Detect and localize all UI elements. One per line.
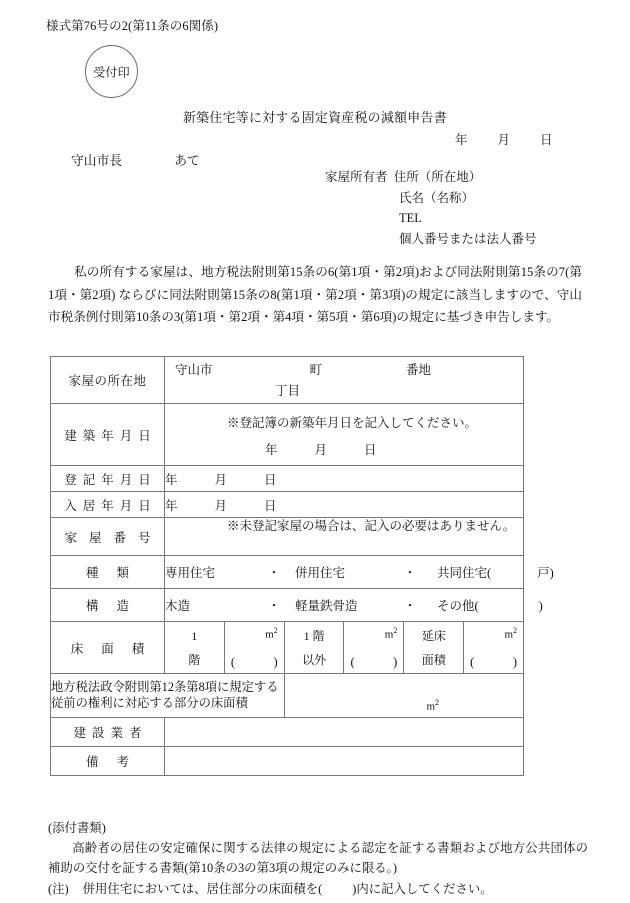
reception-seal-label: 受付印 xyxy=(93,65,130,79)
built-date-fields xyxy=(265,440,377,458)
owner-number-label: 個人番号または法人番号 xyxy=(399,231,537,246)
footer-notes xyxy=(48,818,588,899)
attachments-title: (添付書類) xyxy=(48,821,106,835)
location-lot: 番地 xyxy=(406,363,432,377)
remarks-label-cell xyxy=(51,747,165,776)
structure-option-other[interactable]: その他( xyxy=(437,599,479,613)
builder-label-cell xyxy=(51,718,165,747)
owner-name-label: 氏名（名称） xyxy=(399,190,475,205)
moved-in-date-label-cell xyxy=(51,492,165,518)
table-row-registered-date xyxy=(51,466,524,492)
total-area-value-cell[interactable] xyxy=(464,622,524,674)
total-area-label-line2: 面積 xyxy=(421,652,446,667)
location-line-2 xyxy=(175,381,523,402)
structure-value-cell[interactable] xyxy=(165,589,543,622)
location-chome: 丁目 xyxy=(275,384,301,398)
kind-option-apartment[interactable]: 共同住宅( xyxy=(437,566,492,580)
first-floor-label-cell xyxy=(165,622,225,674)
date-day-label: 日 xyxy=(540,133,553,147)
kind-separator-1: ・ xyxy=(267,566,281,580)
addressee-line xyxy=(71,150,200,169)
registered-date-month: 月 xyxy=(214,472,228,487)
table-row-kind xyxy=(51,556,524,589)
first-floor-paren-close: ) xyxy=(273,655,278,669)
owner-address-line xyxy=(325,167,537,188)
first-floor-value-cell[interactable] xyxy=(224,622,284,674)
owner-info-block xyxy=(325,167,537,249)
usage-note-tag: (注) xyxy=(48,881,69,896)
kind-label: 種類 xyxy=(85,566,147,580)
other-floor-label-cell xyxy=(284,622,344,674)
registered-date-label: 登記年月日 xyxy=(64,472,157,487)
kind-option-combined[interactable]: 併用住宅 xyxy=(295,566,346,580)
addressee-office: 守山市長 xyxy=(71,154,123,168)
moved-in-date-month: 月 xyxy=(214,498,228,513)
table-row-moved-in-date xyxy=(51,492,524,518)
total-area-unit: $m^2$ xyxy=(504,626,517,641)
kind-separator-2: ・ xyxy=(403,566,417,580)
form-number: 様式第76号の2(第11条の6関係) xyxy=(46,19,219,33)
location-label: 家屋の所在地 xyxy=(68,374,147,388)
location-line-1 xyxy=(175,360,523,381)
first-floor-paren xyxy=(231,655,278,670)
usage-note-line xyxy=(48,879,588,899)
house-number-label-cell xyxy=(51,518,165,556)
usage-note-text-b: )内に記入してください。 xyxy=(352,881,493,896)
table-row-builder xyxy=(51,718,524,747)
total-area-paren xyxy=(470,655,517,670)
built-date-year: 年 xyxy=(265,442,278,457)
registered-date-value-cell[interactable] xyxy=(165,466,524,492)
structure-label: 構造 xyxy=(85,599,147,613)
table-row-structure xyxy=(51,589,524,622)
total-area-label-line1: 延床 xyxy=(421,628,446,643)
total-area-paren-open: ( xyxy=(470,655,475,669)
location-value-cell[interactable] xyxy=(165,357,524,404)
moved-in-date-year: 年 xyxy=(165,498,178,513)
builder-value-cell[interactable] xyxy=(165,718,524,747)
location-town: 町 xyxy=(309,363,323,377)
table-row-floor-area xyxy=(51,622,524,674)
table-row-built-date xyxy=(51,404,524,466)
table-row-remarks xyxy=(51,747,524,776)
kind-apartment-unit: 戸) xyxy=(537,566,554,580)
structure-separator-1: ・ xyxy=(267,599,281,613)
floor-area-label: 床面積 xyxy=(70,641,163,656)
other-floor-paren-open: ( xyxy=(350,655,355,669)
addressee-suffix: あて xyxy=(174,154,200,168)
previous-rights-label: 地方税法政令附則第12条第8項に規定する従前の権利に対応する部分の床面積 xyxy=(51,680,279,710)
structure-other-close: ) xyxy=(538,599,543,613)
usage-note-text-a: 併用住宅においては、居住部分の床面積を( xyxy=(82,881,323,896)
remarks-value-cell[interactable] xyxy=(165,747,524,776)
total-area-paren-close: ) xyxy=(512,655,517,669)
built-date-value-cell[interactable] xyxy=(165,404,524,466)
house-number-label: 家屋番号 xyxy=(64,530,163,545)
built-date-month: 月 xyxy=(314,442,328,457)
location-city: 守山市 xyxy=(175,363,213,377)
date-month-label: 月 xyxy=(497,133,511,147)
other-floor-paren-close: ) xyxy=(393,655,398,669)
reception-seal-circle xyxy=(85,45,138,98)
declaration-table xyxy=(50,356,554,776)
table-row-location xyxy=(51,357,524,404)
previous-rights-unit: $m^2$ xyxy=(426,698,439,713)
structure-option-wood[interactable]: 木造 xyxy=(165,599,191,613)
other-floor-paren xyxy=(350,655,397,670)
structure-separator-2: ・ xyxy=(403,599,417,613)
document-title: 新築住宅等に対する固定資産税の減額申告書 xyxy=(183,111,447,125)
date-year-label: 年 xyxy=(455,133,468,147)
built-date-label: 建築年月日 xyxy=(64,428,157,443)
owner-number-line xyxy=(325,229,537,250)
kind-value-cell[interactable] xyxy=(165,556,554,589)
owner-tel-line xyxy=(325,208,537,229)
table-row-house-number xyxy=(51,518,524,556)
first-floor-label-line2: 階 xyxy=(188,652,201,667)
other-floor-label-line2: 以外 xyxy=(302,652,327,667)
moved-in-date-value-cell[interactable] xyxy=(165,492,524,518)
location-label-cell xyxy=(51,357,165,404)
kind-label-cell xyxy=(51,556,165,589)
attachments-text: 高齢者の居住の安定確保に関する法律の規定による認定を証する書類および地方公共団体の補助の交付を証する書類(第10条の3の第3項の規定のみに限る。) xyxy=(48,841,588,876)
builder-label: 建設業者 xyxy=(73,726,148,740)
first-floor-paren-open: ( xyxy=(230,655,235,669)
table-row-previous-rights xyxy=(51,674,524,718)
house-number-note: ※未登記家屋の場合は、記入の必要はありません。 xyxy=(227,518,516,533)
other-floor-label-line1: 1 階 xyxy=(303,628,325,643)
moved-in-date-day: 日 xyxy=(264,498,277,513)
total-area-label-cell xyxy=(404,622,464,674)
previous-rights-label-cell xyxy=(51,674,285,718)
built-date-day: 日 xyxy=(364,442,377,457)
owner-name-line xyxy=(325,188,537,209)
owner-tel-label: TEL xyxy=(399,211,422,226)
structure-option-light-steel[interactable]: 軽量鉄骨造 xyxy=(295,599,358,613)
built-date-note: ※登記簿の新築年月日を記入してください。 xyxy=(227,415,478,430)
registered-date-day: 日 xyxy=(264,472,277,487)
first-floor-label-line1: 1 xyxy=(191,628,198,643)
submission-date-line xyxy=(455,130,553,148)
first-floor-unit: $m^2$ xyxy=(265,626,278,641)
registered-date-label-cell xyxy=(51,466,165,492)
other-floor-unit: $m^2$ xyxy=(384,626,398,641)
location-value xyxy=(165,358,523,402)
moved-in-date-label: 入居年月日 xyxy=(64,498,157,513)
house-number-value-cell[interactable] xyxy=(165,518,524,556)
previous-rights-value-cell[interactable] xyxy=(284,674,523,718)
attachments-text-line xyxy=(48,838,588,878)
declaration-text: 私の所有する家屋は、地方税法附則第15条の6(第1項・第2項)および同法附則第15条の7(第1項・第2項) ならびに同法附則第15条の8(第1項・第2項・第3項)の規定に該当しますので、守山市税条例付則第10条の3(第1項・第2項・第4項・第5項・第6項)の規定に基づき申告します。 xyxy=(48,265,582,324)
declaration-paragraph xyxy=(48,261,582,329)
kind-option-detached[interactable]: 専用住宅 xyxy=(165,566,216,580)
structure-label-cell xyxy=(51,589,165,622)
registered-date-year: 年 xyxy=(165,472,178,487)
floor-area-label-cell xyxy=(51,622,165,674)
remarks-label: 備考 xyxy=(85,755,147,769)
owner-address-label: 住所（所在地） xyxy=(393,170,482,184)
other-floor-value-cell[interactable] xyxy=(344,622,404,674)
owner-section-label: 家屋所有者 xyxy=(325,170,388,184)
built-date-label-cell xyxy=(51,404,165,466)
